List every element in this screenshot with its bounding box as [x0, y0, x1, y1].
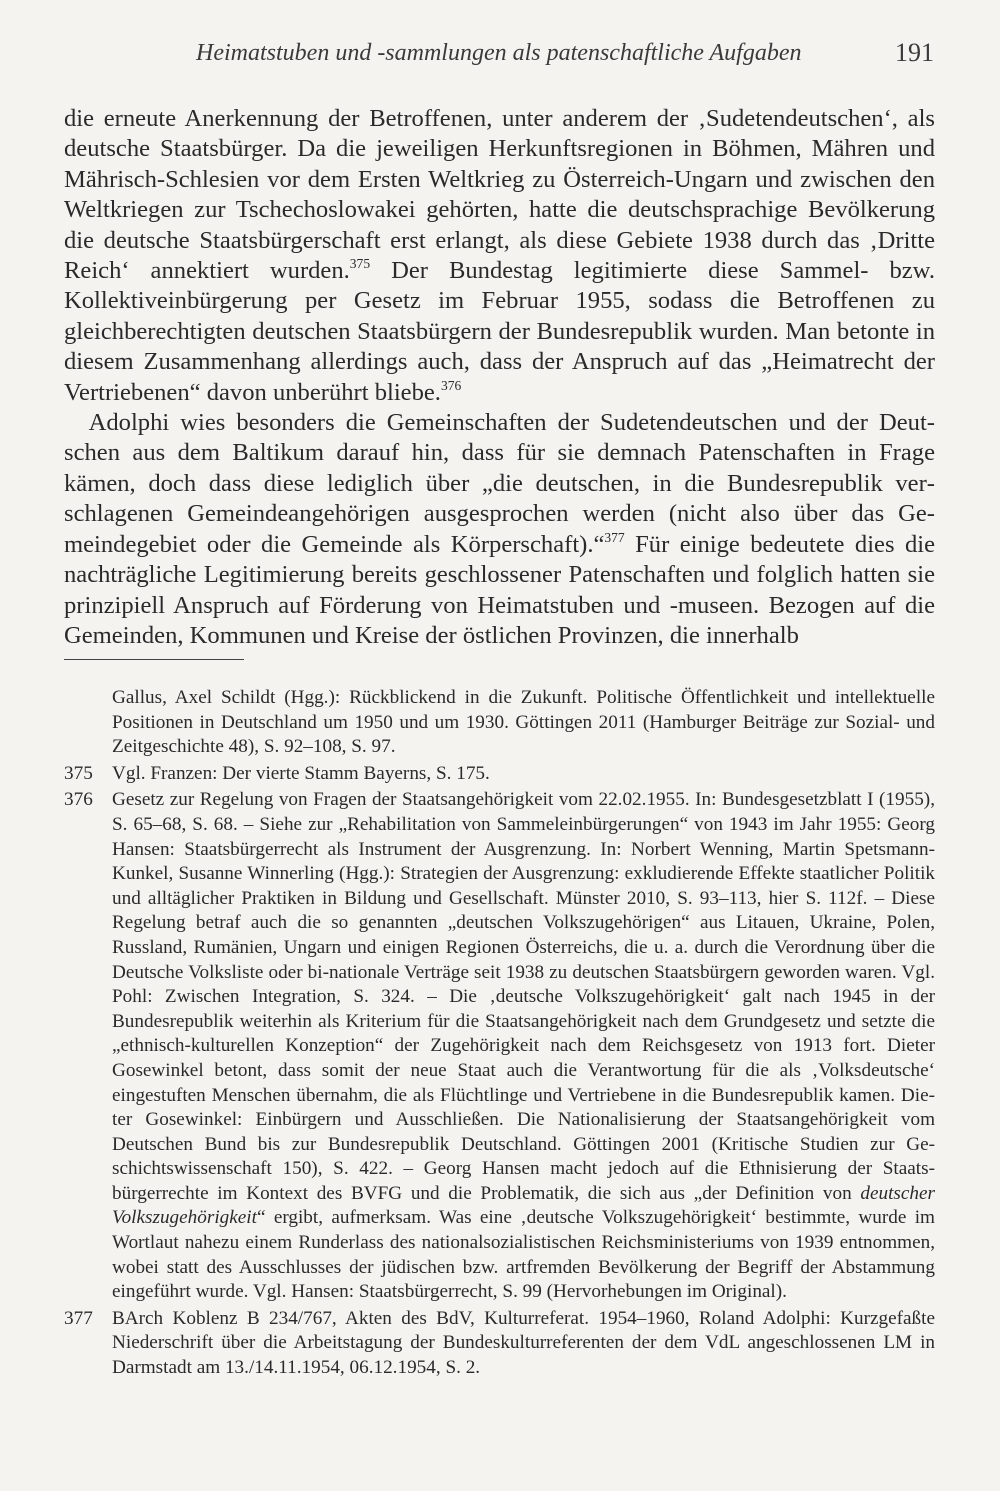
paragraph-1-text-a: die erneute Anerkennung der Betroffenen, unter anderem der ‚Sudetendeutschen‘, als deutsche Staatsbürger. Da die jeweiligen Herkunftsregionen in Böhmen, Mähren und Mährisch-Schlesien vor dem Ersten Weltkrieg zu Österreich-Ungarn und zwischen den Weltkriegen zur Tschechoslowakei gehörten, hatte die deutschsprachige Bevölkerung die deutsche Staatsbürgerschaft erst erlangt, als diese Gebiete 1938 durch das ‚Dritte Reich‘ annektiert wurden. — [64, 105, 935, 285]
footnote-continued — [64, 686, 935, 760]
paragraph-1 — [64, 104, 935, 408]
page-number: 191 — [895, 38, 934, 67]
footnote-376-italic: deutscher Volkszugehörigkeit — [112, 1182, 935, 1229]
running-head: Heimatstuben und -sammlungen als patenschaftliche Aufgaben — [196, 40, 802, 66]
footnote-number: 377 — [64, 1307, 93, 1329]
paragraph-1-text-b: Der Bundestag legitimierte diese Sammel- bzw. Kollektiveinbürgerung per Gesetz im Februar 1955, sodass die Betroffenen zu gleichberechtigten deutschen Staatsbürgern der Bundesrepublik wurden. Man betonte in diesem Zusammenhang allerdings auch, dass der Anspruch auf das „Heimatrecht der Vertriebenen“ davon unberührt bliebe. — [64, 257, 935, 406]
footnote-376-text-b: “ ergibt, aufmerksam. Was eine ‚deutsche Volkszugehörigkeit‘ bestimmte, wurde im Wortlaut nahezu einem Runderlass des nationalsozialistischen Reichsministeriums von 1939 entnommen, wobei statt des Ausschlusses der jüdischen bzw. artfremden Bevölkerung der Begriff der Abstammung eingeführt wurde. Vgl. Hansen: Staatsbürgerrecht, S. 99 (Hervorhebungen im Original). — [112, 1207, 935, 1303]
paragraph-2-text-b: Für einige bedeutete dies die nachträgliche Legitimierung bereits geschlossener Patenschaften und folglich hatten sie prinzipiell Anspruch auf Förderung von Heimatstuben und -museen. Bezogen auf die Gemeinden, Kommunen und Kreise der östlichen Provinzen, die innerhalb — [64, 530, 935, 649]
paragraph-2 — [64, 408, 935, 651]
footnote-text: Vgl. Franzen: Der vierte Stamm Bayerns, S. 175. — [112, 762, 490, 784]
footnotes — [64, 686, 935, 1381]
footnote-number: 375 — [64, 762, 93, 784]
footnote-text — [112, 788, 935, 1304]
footnote-ref-376: 376 — [440, 377, 462, 393]
footnote-375 — [64, 762, 935, 787]
footnote-376-text-a: Gesetz zur Regelung von Fragen der Staatsangehörigkeit vom 22.02.1955. In: Bundesgesetzblatt I (1955), S. 65–68, S. 68. – Siehe zur „Rehabilitation von Sammeleinbürgerungen“ von 1943 im Jahr 1955: Georg Hansen: Staatsbürgerrecht als Instrument der Ausgrenzung. In: Norbert Wenning, Martin Spetsmann-Kunkel, Susanne Winnerling (Hgg.): Strategien der Ausgrenzung: exkludierende Effekte staatlicher Politik und alltäglicher Praktiken in Bildung und Gesellschaft. Münster 2010, S. 93–113, hier S. 112f. – Diese Regelung betraf auch die so genannten „deutschen Volkszugehörigen“ aus Litauen, Ukraine, Polen, Russland, Rumänien, Ungarn und einigen Regionen Österreichs, die u. a. durch die Verordnung über die Deutsche Volksliste oder bi-nationale Verträge seit 1938 zu deutschen Staatsbürgern geworden waren. Vgl. Pohl: Zwischen Integration, S. 324. – Die ‚deutsche Volkszugehörigkeit‘ galt nach 1945 in der Bundesrepublik weiterhin als Kriterium für die Staatsangehörigkeit nach dem Grundgesetz und setzte die „ethnisch-kulturellen Konzeption“ der Zugehörigkeit nach dem Reichsgesetz von 1913 fort. Dieter Gosewinkel betont, dass somit der neue Staat auch die Verantwortung für die als ‚Volksdeutsche‘ eingestuften Menschen übernahm, die als Flüchtlinge und Vertriebene in die Bundesrepublik kamen. Dieter Gosewinkel: Einbürgern und Ausschließen. Die Nationalisierung der Staatsangehörigkeit vom Deutschen Bund bis zur Bundesrepublik Deutschland. Göttingen 2001 (Kritische Studien zur Geschichtswissenschaft 150), S. 422. – Georg Hansen macht jedoch auf die Ethnisierung der Staatsbürgerrechte im Kontext des BVFG und die Problematik, die sich aus „der Definition von — [112, 789, 935, 1204]
paragraph-2-text-a: Adolphi wies besonders die Gemeinschaften der Sudetendeutschen und der Deutschen aus dem Baltikum darauf hin, dass für sie demnach Patenschaften in Frage kämen, doch dass diese lediglich über „die deutschen, in die Bundesrepublik verschlagenen Gemeindeangehörigen ausgesprochen werden (nicht also über das Gemeindegebiet oder die Gemeinde als Körperschaft).“ — [64, 409, 935, 558]
footnote-text: BArch Koblenz B 234/767, Akten des BdV, Kulturreferat. 1954–1960, Roland Adolphi: Kurzgefaßte Niederschrift über die Arbeitstagung der Bundeskulturreferenten der dem VdL angeschlossenen LM in Darmstadt am 13./14.11.1954, 06.12.1954, S. 2. — [112, 1307, 935, 1379]
footnote-ref-377: 377 — [604, 529, 625, 545]
footnote-separator — [64, 659, 244, 660]
footnote-376 — [64, 788, 935, 1304]
footnote-377 — [64, 1307, 935, 1381]
footnote-continued-text: Gallus, Axel Schildt (Hgg.): Rückblickend in die Zukunft. Politische Öffentlichkeit und intellektuelle Positionen in Deutschland um 1950 und um 1930. Göttingen 2011 (Hamburger Beiträge zur Sozial- und Zeitgeschichte 48), S. 92–108, S. 97. — [112, 687, 935, 758]
footnote-number: 376 — [64, 789, 93, 811]
footnote-ref-375: 375 — [349, 255, 371, 271]
main-text — [64, 104, 935, 651]
